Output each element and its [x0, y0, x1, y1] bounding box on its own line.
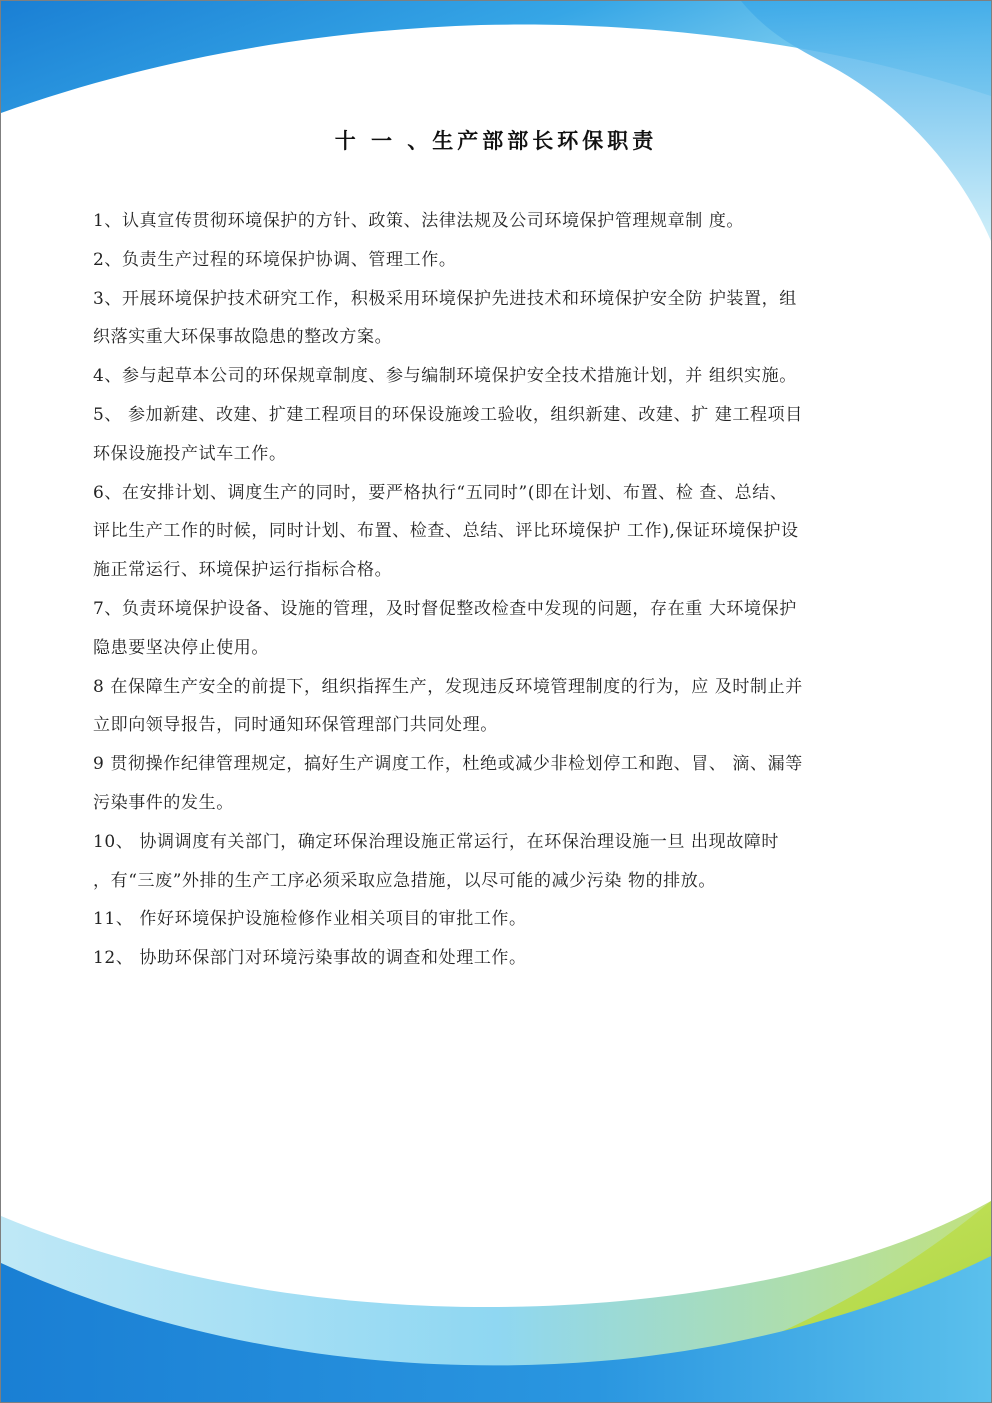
text-line: 3、开展环境保护技术研究工作，积极采用环境保护先进技术和环境保护安全防 护装置，组 [93, 288, 797, 309]
text-line: 6、在安排计划、调度生产的同时，要严格执行“五同时”(即在计划、布置、检 查、总结、 [93, 482, 788, 503]
text-line: 11、 作好环境保护设施检修作业相关项目的审批工作。 [93, 909, 527, 930]
text-line: 12、 协助环保部门对环境污染事故的调查和处理工作。 [93, 948, 527, 969]
text-line: 环保设施投产试车工作。 [93, 443, 287, 464]
text-line: 7、负责环境保护设备、设施的管理，及时督促整改检查中发现的问题，存在重 大环境保护 [93, 598, 797, 619]
text-line: 织落实重大环保事故隐患的整改方案。 [93, 327, 393, 348]
text-line: 8 在保障生产安全的前提下，组织指挥生产，发现违反环境管理制度的行为，应 及时制止并 [93, 676, 803, 697]
text-line: 污染事件的发生。 [93, 792, 234, 813]
text-line: 立即向领导报告，同时通知环保管理部门共同处理。 [93, 715, 498, 736]
document-content [1, 1, 991, 1402]
text-line: 评比生产工作的时候，同时计划、布置、检查、总结、评比环境保护 工作),保证环境保护设 [93, 521, 799, 542]
document-body [93, 202, 903, 978]
text-line: 4、参与起草本公司的环保规章制度、参与编制环境保护安全技术措施计划，并 组织实施。 [93, 366, 797, 387]
text-line: 隐患要坚决停止使用。 [93, 637, 269, 658]
text-line: 10、 协调调度有关部门，确定环保治理设施正常运行，在环保治理设施一旦 出现故障时 [93, 831, 780, 852]
text-line: 2、负责生产过程的环境保护协调、管理工作。 [93, 249, 457, 270]
text-line: 9 贯彻操作纪律管理规定，搞好生产调度工作，杜绝或减少非检划停工和跑、冒、 滴、漏等 [93, 754, 803, 775]
text-line: ，有“三废”外排的生产工序必须采取应急措施，以尽可能的减少污染 物的排放。 [93, 870, 716, 891]
text-line: 5、 参加新建、改建、扩建工程项目的环保设施竣工验收，组织新建、改建、扩 建工程项目 [93, 404, 803, 425]
text-line: 施正常运行、环境保护运行指标合格。 [93, 560, 393, 581]
document-title: 十 一 、生产部部长环保职责 [334, 128, 658, 153]
text-line: 1、认真宣传贯彻环境保护的方针、政策、法律法规及公司环境保护管理规章制 度。 [93, 211, 745, 231]
